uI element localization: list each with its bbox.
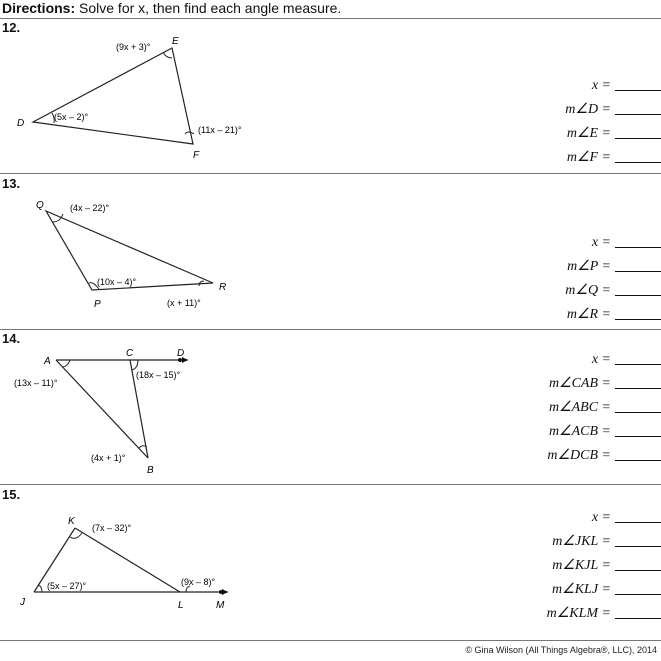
- answer-row: [549, 420, 661, 440]
- answer-x: [592, 74, 661, 94]
- problem-number: 13.: [2, 176, 21, 191]
- angle-label: (5x – 2)°: [54, 112, 89, 122]
- answer-row: [565, 98, 661, 118]
- answer-label: m∠Q =: [565, 283, 611, 298]
- answer-row: [547, 444, 661, 464]
- answer-row: [549, 372, 661, 392]
- answer-label: m∠E =: [566, 126, 611, 141]
- vertex-label: Q: [36, 200, 44, 211]
- vertex-label: D: [177, 348, 185, 359]
- directions-text: Solve for x, then find each angle measure.: [79, 0, 342, 16]
- answer-row: [567, 255, 661, 275]
- vertex-label: K: [68, 516, 75, 527]
- answer-label: m∠KLM =: [546, 606, 611, 621]
- vertex-label: P: [94, 299, 101, 310]
- answer-row: [567, 303, 661, 323]
- angle-label: (9x + 3)°: [116, 42, 151, 52]
- vertex-label: E: [172, 36, 179, 47]
- answer-blank[interactable]: [615, 617, 661, 619]
- vertex-label: C: [126, 348, 134, 359]
- vertex-label: D: [17, 118, 25, 129]
- answer-blank[interactable]: [615, 593, 661, 595]
- answer-blank[interactable]: [615, 545, 661, 547]
- vertex-label: J: [20, 597, 25, 608]
- triangle-def: [17, 36, 242, 161]
- answer-row: [552, 554, 661, 574]
- problem-number: 14.: [2, 331, 21, 346]
- answer-row: [552, 530, 661, 550]
- answer-blank[interactable]: [615, 89, 661, 91]
- answer-x: [592, 231, 661, 251]
- answer-blank[interactable]: [615, 294, 661, 296]
- answer-label: x =: [591, 352, 611, 367]
- problem-number: 12.: [2, 20, 21, 35]
- answer-label: m∠P =: [567, 259, 611, 274]
- vertex-label: A: [44, 356, 51, 367]
- answer-row: [567, 122, 661, 142]
- answer-blank[interactable]: [615, 459, 661, 461]
- answer-label: x =: [591, 78, 611, 93]
- directions-label: Directions:: [2, 0, 76, 16]
- answer-label: m∠ABC =: [548, 400, 611, 415]
- copyright-text: © Gina Wilson (All Things Algebra®, LLC), 2014: [465, 645, 657, 655]
- answer-label: m∠DCB =: [547, 448, 611, 463]
- angle-label: (9x – 8)°: [181, 577, 216, 587]
- angle-label: (10x – 4)°: [97, 277, 137, 287]
- vertex-label: M: [216, 600, 225, 611]
- answer-label: m∠KJL =: [552, 558, 611, 573]
- vertex-label: B: [147, 465, 154, 476]
- answer-x: [592, 506, 661, 526]
- answer-blank[interactable]: [615, 363, 661, 365]
- answer-blank[interactable]: [615, 270, 661, 272]
- angle-label: (7x – 32)°: [92, 523, 132, 533]
- triangle-abc: [14, 348, 188, 476]
- answer-blank[interactable]: [615, 521, 661, 523]
- problem-number: 15.: [2, 487, 21, 502]
- angle-label: (4x + 1)°: [91, 453, 126, 463]
- answer-label: m∠JKL =: [552, 534, 611, 549]
- vertex-label: R: [219, 282, 227, 293]
- answer-row: [567, 146, 661, 166]
- answer-label: m∠D =: [565, 102, 611, 117]
- answer-label: m∠R =: [566, 307, 611, 322]
- answer-label: m∠CAB =: [548, 376, 611, 391]
- answer-blank[interactable]: [615, 569, 661, 571]
- angle-label: (11x – 21)°: [198, 125, 242, 135]
- answer-blank[interactable]: [615, 387, 661, 389]
- answer-label: m∠KLJ =: [552, 582, 611, 597]
- answer-label: x =: [591, 510, 611, 525]
- answer-blank[interactable]: [615, 318, 661, 320]
- angle-label: (4x – 22)°: [70, 203, 110, 213]
- answer-row: [565, 279, 661, 299]
- triangle-pqr: [36, 200, 226, 310]
- answer-row: [552, 578, 661, 598]
- answer-label: m∠F =: [566, 150, 611, 165]
- answer-blank[interactable]: [615, 113, 661, 115]
- answer-row: [549, 396, 661, 416]
- angle-label: (18x – 15)°: [136, 370, 181, 380]
- answer-blank[interactable]: [615, 137, 661, 139]
- answer-x: [592, 348, 661, 368]
- answer-blank[interactable]: [615, 161, 661, 163]
- angle-label: (13x – 11)°: [14, 378, 58, 388]
- vertex-label: F: [193, 150, 200, 161]
- answer-row: [547, 602, 661, 622]
- answer-blank[interactable]: [615, 435, 661, 437]
- angle-label: (5x – 27)°: [47, 581, 87, 591]
- answer-blank[interactable]: [615, 246, 661, 248]
- answer-label: m∠ACB =: [548, 424, 611, 439]
- angle-label: (x + 11)°: [167, 298, 201, 308]
- vertex-label: L: [178, 600, 184, 611]
- answer-blank[interactable]: [615, 411, 661, 413]
- triangle-jkl: [19, 516, 228, 611]
- answer-label: x =: [591, 235, 611, 250]
